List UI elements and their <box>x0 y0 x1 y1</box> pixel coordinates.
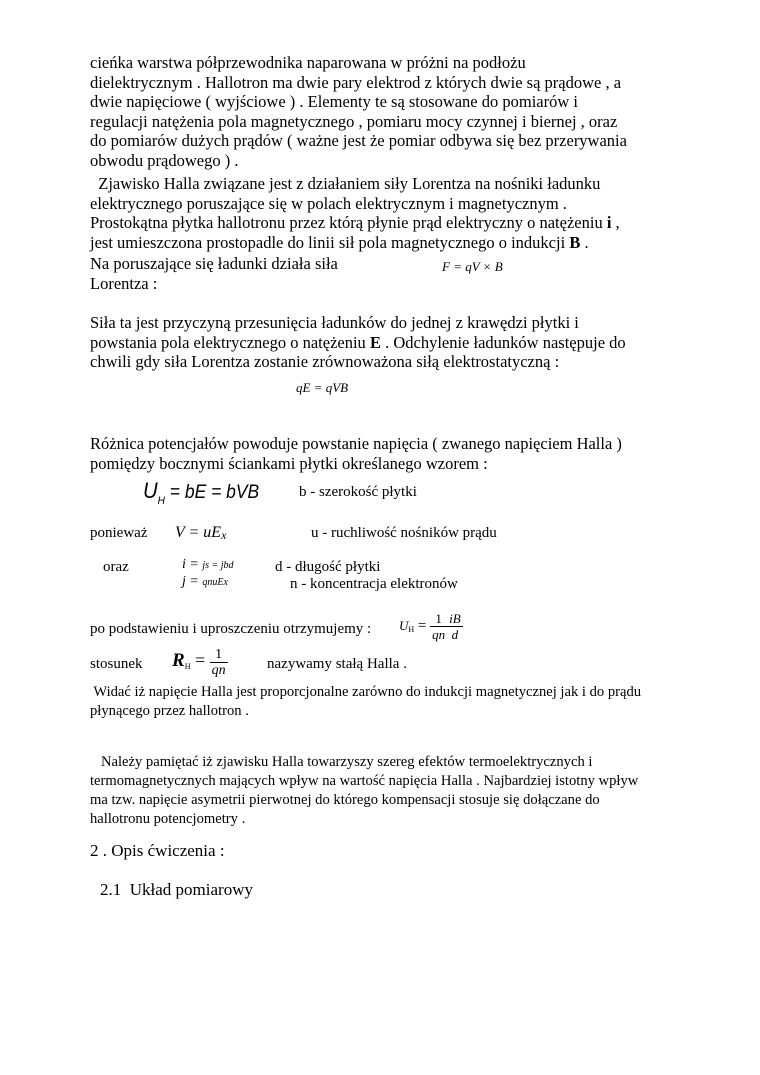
current-symbol: i <box>606 213 612 232</box>
formula-text: V = uE <box>175 524 222 541</box>
text-fragment: powstania pola elektrycznego o natężeniu <box>90 332 370 352</box>
fraction <box>430 611 447 643</box>
current-density-formula <box>182 574 228 590</box>
text-line: Różnica potencjałów powoduje powstanie napięcia ( zwanego napięciem Halla ) <box>90 434 622 453</box>
formula-text: j = <box>182 574 203 589</box>
text-line: ma tzw. napięcie asymetrii pierwotnej do którego kompensacji stosuje się dołączane do <box>90 792 600 808</box>
formula-text: = <box>190 650 210 671</box>
text-fragment: jest umieszczona prostopadle do linii sił pola magnetycznego o indukcji <box>90 232 570 252</box>
text-line <box>90 233 680 253</box>
fraction-denominator: d <box>451 627 459 642</box>
formula-symbol: U <box>143 478 158 503</box>
text-line: Zjawisko Halla związane jest z działaniem siły Lorentza na nośniki ładunku <box>90 174 601 193</box>
subsection-heading: 2.1 Układ pomiarowy <box>100 880 253 899</box>
field-symbol: E <box>369 332 381 352</box>
text-line: obwodu prądowego ) . <box>90 150 239 170</box>
formula-symbol: U <box>399 617 409 633</box>
formula-subscript: H <box>157 495 165 507</box>
text-fragment: . <box>580 232 589 252</box>
induction-symbol: B <box>569 232 581 252</box>
hall-constant-description: nazywamy stałą Halla . <box>267 656 407 672</box>
formula-subscript: H <box>184 662 191 672</box>
text-line: chwili gdy siła Lorentza zostanie zrównoważona siłą elektrostatyczną : <box>90 352 560 371</box>
text-line: Na poruszające się ładunki działa siła <box>90 254 338 273</box>
fraction-denominator: qn <box>211 663 226 678</box>
intro-paragraph <box>90 53 680 170</box>
fraction <box>447 611 463 643</box>
text-line: cieńka warstwa półprzewodnika naparowana w próżni na podłożu <box>90 53 526 72</box>
poniewaz-label: ponieważ <box>90 525 148 541</box>
proportional-paragraph <box>90 683 680 721</box>
oraz-label: oraz <box>103 559 129 575</box>
fraction <box>210 647 228 679</box>
n-description: n - koncentracja elektronów <box>290 576 458 592</box>
text-fragment: Prostokątna płytka hallotronu przez którą płynie prąd elektryczny o natężeniu <box>90 213 607 232</box>
formula-text: = bE = bVB <box>164 482 260 503</box>
current-formula <box>182 557 234 573</box>
text-line: dielektrycznym . Hallotron ma dwie pary elektrod z których dwie są prądowe , a <box>90 72 622 92</box>
text-line: hallotronu potencjometry . <box>90 811 246 827</box>
text-line: regulacji natężenia pola magnetycznego , pomiaru mocy czynnej i biernej , oraz <box>90 111 618 131</box>
stosunek-label: stosunek <box>90 656 143 672</box>
formula-text: qnuEx <box>202 577 228 588</box>
text-line: elektrycznego poruszające się w polach elektrycznym i magnetycznym . <box>90 193 567 213</box>
shift-paragraph <box>90 313 680 372</box>
formula-text: js = jbd <box>202 560 234 571</box>
text-line: do pomiarów dużych prądów ( ważne jest że pomiar odbywa się bez przerywania <box>90 131 627 150</box>
formula-text: = <box>414 617 431 634</box>
fraction-numerator: 1 <box>210 647 228 663</box>
formula-subscript: H <box>408 624 415 634</box>
balance-formula: qE = qVB <box>296 380 349 395</box>
text-line <box>90 213 680 233</box>
fraction-numerator: 1 <box>430 611 447 627</box>
hall-voltage-result-formula <box>399 611 463 643</box>
text-line: Widać iż napięcie Halla jest proporcjonalne zarówno do indukcji magnetycznej jak i do prądu <box>90 684 642 700</box>
velocity-formula <box>175 524 226 543</box>
text-line: termomagnetycznych mających wpływ na wartość napięcia Halla . Najbardziej istotny wpływ <box>90 773 639 789</box>
text-line: pomiędzy bocznymi ściankami płytki określanego wzorem : <box>90 453 488 473</box>
hall-constant-formula <box>172 647 228 679</box>
text-fragment: . Odchylenie ładunków następuje do <box>380 332 626 352</box>
d-description: d - długość płytki <box>275 559 381 575</box>
fraction-numerator: iB <box>449 611 461 626</box>
lorentz-lines <box>90 254 680 293</box>
text-fragment: , <box>611 213 620 232</box>
text-line: Siła ta jest przyczyną przesunięcia ładunków do jednej z krawędzi płytki i <box>90 313 579 332</box>
hall-voltage-paragraph <box>90 434 680 473</box>
text-line: Lorentza : <box>90 273 158 293</box>
hall-effect-paragraph <box>90 174 680 252</box>
formula-text: i = <box>182 557 203 572</box>
effects-paragraph <box>90 753 680 829</box>
text-line: płynącego przez hallotron . <box>90 703 249 719</box>
formula-symbol: R <box>172 650 185 672</box>
fraction-denominator: qn <box>432 627 446 642</box>
text-line: dwie napięciowe ( wyjściowe ) . Elementy te są stosowane do pomiarów i <box>90 92 578 111</box>
text-line <box>90 333 680 353</box>
section-heading: 2 . Opis ćwiczenia : <box>90 841 225 860</box>
lorentz-formula: F = qV × B <box>442 259 503 274</box>
formula-subscript: x <box>221 528 227 542</box>
substitution-text: po podstawieniu i uproszczeniu otrzymujemy : <box>90 621 372 637</box>
b-description: b - szerokość płytki <box>299 484 417 500</box>
hall-voltage-formula <box>143 478 259 507</box>
u-description: u - ruchliwość nośników prądu <box>311 525 497 541</box>
text-line: Należy pamiętać iż zjawisku Halla towarzyszy szereg efektów termoelektrycznych i <box>90 754 593 770</box>
